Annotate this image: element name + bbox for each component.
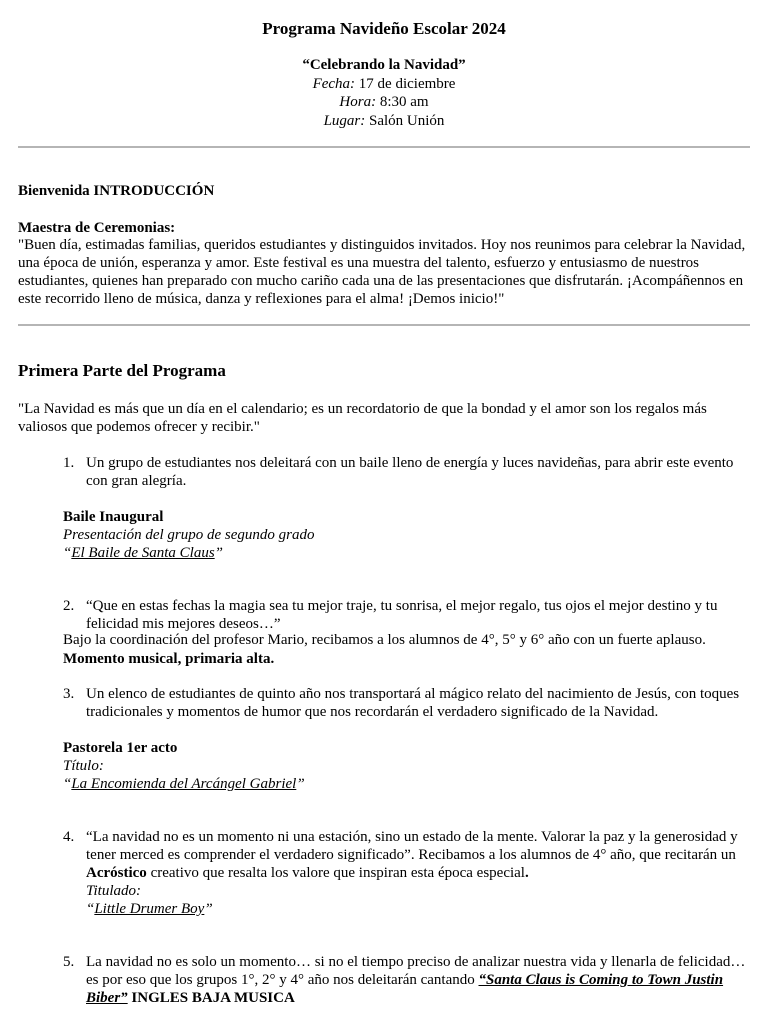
item-text-end: . (524, 865, 529, 881)
intro-heading: Bienvenida INTRODUCCIÓN (18, 183, 215, 199)
act-block-3 (63, 739, 750, 793)
act-name: La Encomienda del Arcángel Gabriel (71, 776, 297, 792)
act-title: Baile Inaugural (63, 509, 164, 525)
part1-quote: "La Navidad es más que un día en el calendario; es un recordatorio de que la bondad y el amor son los regalos más valiosos que podemos ofrecer y recibir." (18, 401, 707, 435)
quote-close: ” (296, 776, 305, 792)
quote-open: “ (63, 545, 72, 561)
item-text-part: creativo que resalta los valore que inspiran esta época especial (146, 865, 525, 881)
event-date (18, 75, 750, 94)
item-number: 1. (63, 455, 75, 471)
act-name-line (86, 900, 750, 918)
program-item-2 (63, 597, 750, 633)
program-item-1 (63, 454, 750, 490)
item-number: 5. (63, 954, 75, 970)
program-item-4 (63, 828, 750, 918)
item-text-part: “La navidad no es un momento ni una estación, sino un estado de la mente. Valorar la paz y la generosidad y tener merced es comprender el verdadero significado”. Recibamos a los alumnos de 4° año, que recitarán un (86, 829, 738, 863)
mc-text: "Buen día, estimadas familias, queridos estudiantes y distinguidos invitados. Hoy nos reunimos para celebrar la Navidad, una época de unión, esperanza y amor. Este festival es una muestra del talento, esfuerzo y entusiasmo de nuestros estudiantes, quienes han preparado con mucho cariño cada una de las presentaciones que disfrutarán. ¡Acompáñennos en este recorrido lleno de música, danza y reflexiones para el alma! ¡Demos inicio!" (18, 237, 746, 307)
item-text (86, 828, 750, 882)
act-block-2 (63, 631, 750, 668)
program-title: Programa Navideño Escolar 2024 (262, 19, 506, 38)
quote-close: ” (204, 901, 213, 917)
event-place (18, 112, 750, 131)
act-name-line (63, 544, 750, 562)
item-number: 3. (63, 686, 75, 702)
act-title: Pastorela 1er acto (63, 740, 178, 756)
hora-value: 8:30 am (376, 94, 429, 110)
item-text: Un grupo de estudiantes nos deleitará con un baile lleno de energía y luces navideñas, para abrir este evento con gran alegría. (86, 455, 734, 489)
item-text: “Que en estas fechas la magia sea tu mejor traje, tu sonrisa, el mejor regalo, tus ojos el mejor destino y tu felicidad mis mejores deseos…” (86, 598, 718, 632)
mc-label: Maestra de Ceremonias: (18, 220, 176, 236)
item-text (86, 953, 750, 1007)
event-subtitle: “Celebrando la Navidad” (302, 57, 466, 73)
quote-close: ” (214, 545, 224, 561)
divider-top (18, 146, 750, 148)
act-desc: Titulado: (86, 883, 142, 899)
item-number: 2. (63, 598, 75, 614)
fecha-label: Fecha: (312, 75, 356, 92)
program-item-5 (63, 953, 750, 1007)
item-text-part: La navidad no es solo un momento… si no el tiempo preciso de analizar nuestra vida y llenarla de felicidad… es por eso que los grupos 1°, 2° y 4° año nos deleitarán cantando (86, 954, 746, 988)
lugar-value: Salón Unión (365, 112, 445, 129)
item-tail: INGLES BAJA MUSICA (127, 990, 295, 1006)
quote-open: “ (63, 776, 72, 792)
fecha-value: 17 de diciembre (355, 75, 456, 92)
part1-heading: Primera Parte del Programa (18, 361, 226, 380)
item-number: 4. (63, 829, 75, 845)
act-title: Momento musical, primaria alta. (63, 651, 275, 667)
item-text: Un elenco de estudiantes de quinto año nos transportará al mágico relato del nacimiento de Jesús, con toques tradicionales y momentos de humor que nos recordarán el verdadero significado de la Navidad. (86, 686, 740, 720)
acrostic-label: Acróstico (86, 865, 147, 881)
divider-middle (18, 324, 750, 326)
event-time (18, 93, 750, 112)
hora-label: Hora: (339, 94, 377, 110)
act-block-1 (63, 508, 750, 562)
event-info (18, 56, 750, 130)
act-desc: Título: (63, 758, 104, 774)
quote-open: “ (86, 901, 95, 917)
act-name-line (63, 775, 750, 793)
act-desc: Presentación del grupo de segundo grado (63, 527, 315, 543)
song-title: “Santa Claus is Coming to Town Justin Biber” (86, 972, 724, 1006)
act-note: Bajo la coordinación del profesor Mario, recibamos a los alumnos de 4°, 5° y 6° año con un fuerte aplauso. (63, 632, 706, 648)
act-name: El Baile de Santa Claus (71, 545, 215, 561)
lugar-label: Lugar: (323, 112, 366, 129)
act-name: Little Drumer Boy (94, 901, 205, 917)
program-item-3 (63, 685, 750, 721)
